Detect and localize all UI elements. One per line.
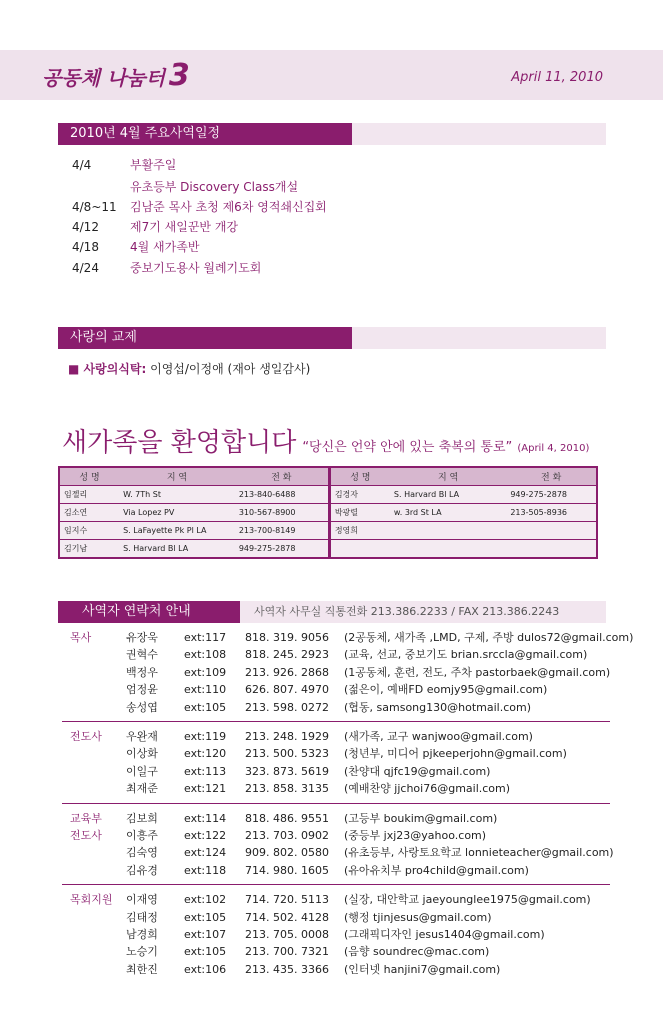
schedule-item bbox=[72, 157, 176, 173]
contact-info: (1공동체, 훈련, 전도, 주차 pastorbaek@gmail.com) bbox=[344, 665, 611, 679]
contact-row bbox=[70, 828, 610, 844]
group-divider bbox=[62, 721, 610, 722]
contact-ext: ext:122 bbox=[184, 829, 227, 842]
love-bar bbox=[58, 327, 606, 349]
contact-info: (예배찬양 jjchoi76@gmail.com) bbox=[344, 782, 511, 796]
welcome-heading bbox=[62, 422, 589, 459]
contact-name: 노승기 bbox=[126, 945, 158, 959]
table-header-row bbox=[59, 467, 597, 486]
group-divider bbox=[62, 884, 610, 885]
contact-row bbox=[70, 746, 610, 762]
contact-phone: 818. 486. 9551 bbox=[245, 811, 329, 825]
contact-name: 남경희 bbox=[126, 928, 158, 941]
contact-row bbox=[70, 665, 610, 681]
contacts-title: 사역자 연락처 안내 bbox=[58, 601, 240, 623]
table-row bbox=[59, 522, 597, 540]
contact-ext: ext:121 bbox=[184, 782, 227, 796]
contact-phone: 626. 807. 4970 bbox=[245, 683, 329, 697]
table-cell bbox=[506, 540, 597, 559]
contact-row bbox=[70, 764, 610, 780]
contact-name: 백정우 bbox=[126, 665, 158, 679]
table-row bbox=[59, 504, 597, 522]
contact-phone: 213. 248. 1929 bbox=[245, 730, 329, 743]
schedule-title: 2010년 4월 주요사역일정 bbox=[58, 123, 352, 145]
contact-phone: 818. 245. 2923 bbox=[245, 648, 329, 662]
schedule-event: 중보기도용사 월례기도회 bbox=[130, 261, 262, 275]
schedule-date: 4/18 bbox=[72, 240, 99, 254]
contact-role: 교육부 bbox=[70, 811, 102, 825]
contact-ext: ext:107 bbox=[184, 928, 227, 941]
contact-phone: 714. 720. 5113 bbox=[245, 893, 329, 907]
contact-ext: ext:113 bbox=[184, 764, 227, 778]
contact-ext: ext:110 bbox=[184, 683, 227, 697]
schedule-bar bbox=[58, 123, 606, 145]
table-cell bbox=[329, 540, 390, 559]
contact-ext: ext:119 bbox=[184, 730, 227, 743]
contact-ext: ext:117 bbox=[184, 631, 227, 644]
contact-row bbox=[70, 682, 610, 698]
table-cell: S. LaFayette Pk Pl LA bbox=[119, 522, 235, 540]
contact-info: (찬양대 qjfc19@gmail.com) bbox=[344, 764, 491, 778]
schedule-event: 유초등부 Discovery Class개설 bbox=[130, 180, 299, 194]
table-cell: 임젤리 bbox=[59, 486, 119, 504]
contact-info: (협동, samsong130@hotmail.com) bbox=[344, 700, 531, 714]
contact-ext: ext:118 bbox=[184, 863, 227, 877]
contact-row bbox=[70, 845, 614, 861]
contact-ext: ext:114 bbox=[184, 811, 227, 825]
contact-phone: 213. 598. 0272 bbox=[245, 700, 329, 714]
contact-row bbox=[70, 863, 610, 879]
table-cell: 213-700-8149 bbox=[235, 522, 330, 540]
contact-role: 전도사 bbox=[70, 730, 102, 743]
table-cell: 박광렬 bbox=[329, 504, 390, 522]
column-header: 지 역 bbox=[390, 467, 506, 486]
contact-info: (인터넷 hanjini7@gmail.com) bbox=[344, 962, 501, 976]
contact-name: 김유경 bbox=[126, 863, 158, 877]
schedule-item bbox=[72, 219, 238, 235]
contact-name: 엄정윤 bbox=[126, 683, 158, 697]
table-cell: 김기남 bbox=[59, 540, 119, 559]
table-cell: 310-567-8900 bbox=[235, 504, 330, 522]
office-phone: 사역자 사무실 직통전화 213.386.2233 / FAX 213.386.2243 bbox=[254, 605, 560, 618]
title-number: 3 bbox=[168, 58, 190, 93]
contact-phone: 213. 926. 2868 bbox=[245, 665, 329, 679]
schedule-item bbox=[72, 179, 298, 195]
contact-row bbox=[70, 910, 610, 926]
table-cell: S. Harvard Bl LA bbox=[119, 540, 235, 559]
contact-ext: ext:102 bbox=[184, 893, 227, 907]
contact-row bbox=[70, 729, 610, 745]
contact-info: (그래픽디자인 jesus1404@gmail.com) bbox=[344, 928, 545, 941]
contact-name: 우완재 bbox=[126, 730, 158, 743]
contact-name: 이재영 bbox=[126, 893, 158, 907]
table-cell: 김소연 bbox=[59, 504, 119, 522]
welcome-title: 새가족을 환영합니다 bbox=[62, 428, 297, 458]
contact-row bbox=[70, 630, 634, 646]
table-cell: 949-275-2878 bbox=[506, 486, 597, 504]
issue-date: April 11, 2010 bbox=[511, 70, 603, 85]
contact-row bbox=[70, 647, 610, 663]
contact-info: (고등부 boukim@gmail.com) bbox=[344, 811, 498, 825]
contact-phone: 909. 802. 0580 bbox=[245, 846, 329, 860]
contact-name: 최한진 bbox=[126, 962, 158, 976]
contact-info: (2공동체, 새가족 ,LMD, 구제, 주방 dulos72@gmail.com) bbox=[344, 631, 634, 644]
contact-name: 이상화 bbox=[126, 747, 158, 761]
contact-ext: ext:120 bbox=[184, 747, 227, 761]
contact-info: (행정 tjinjesus@gmail.com) bbox=[344, 910, 492, 924]
schedule-event: 제7기 새일꾼반 개강 bbox=[130, 220, 239, 234]
contact-phone: 213. 858. 3135 bbox=[245, 782, 329, 796]
contact-ext: ext:109 bbox=[184, 665, 227, 679]
contact-phone: 323. 873. 5619 bbox=[245, 764, 329, 778]
table-cell bbox=[390, 522, 506, 540]
contact-role: 전도사 bbox=[70, 829, 102, 842]
schedule-date: 4/4 bbox=[72, 158, 92, 172]
welcome-quote: “당신은 언약 안에 있는 축복의 통로” bbox=[302, 440, 513, 455]
contact-phone: 213. 700. 7321 bbox=[245, 945, 329, 959]
contact-info: (젊은이, 예배FD eomjy95@gmail.com) bbox=[344, 683, 548, 697]
table-cell: 213-840-6488 bbox=[235, 486, 330, 504]
table-row bbox=[59, 540, 597, 559]
contact-role: 목회지원 bbox=[70, 893, 113, 907]
contact-name: 이흥주 bbox=[126, 829, 158, 842]
contact-name: 송성엽 bbox=[126, 700, 158, 714]
group-divider bbox=[62, 803, 610, 804]
schedule-item bbox=[72, 239, 199, 255]
table-cell: 949-275-2878 bbox=[235, 540, 330, 559]
column-header: 성 명 bbox=[329, 467, 390, 486]
contact-row bbox=[70, 700, 610, 716]
contact-info: (중등부 jxj23@yahoo.com) bbox=[344, 829, 487, 842]
contact-phone: 213. 435. 3366 bbox=[245, 962, 329, 976]
schedule-event: 4월 새가족반 bbox=[130, 240, 200, 254]
contact-info: (교육, 선교, 중보기도 brian.srccla@gmail.com) bbox=[344, 648, 588, 662]
contact-row bbox=[70, 781, 610, 797]
contact-phone: 714. 980. 1605 bbox=[245, 863, 329, 877]
schedule-event: 부활주일 bbox=[130, 158, 177, 172]
contacts-bar bbox=[58, 601, 606, 623]
schedule-date: 4/12 bbox=[72, 220, 99, 234]
contact-ext: ext:105 bbox=[184, 700, 227, 714]
new-family-table bbox=[58, 466, 598, 559]
contact-row bbox=[70, 927, 610, 943]
column-header: 지 역 bbox=[119, 467, 235, 486]
love-line bbox=[68, 360, 310, 377]
table-cell: W. 7Th St bbox=[119, 486, 235, 504]
contact-row bbox=[70, 944, 610, 960]
contact-role: 목사 bbox=[70, 631, 92, 644]
contact-name: 김숙영 bbox=[126, 846, 158, 860]
contact-phone: 213. 703. 0902 bbox=[245, 829, 329, 842]
table-cell bbox=[390, 540, 506, 559]
contact-ext: ext:108 bbox=[184, 648, 227, 662]
page-title bbox=[42, 58, 190, 93]
contact-phone: 818. 319. 9056 bbox=[245, 631, 329, 644]
table-cell: 213-505-8936 bbox=[506, 504, 597, 522]
contact-info: (유아유치부 pro4child@gmail.com) bbox=[344, 863, 529, 877]
contact-name: 유장욱 bbox=[126, 631, 158, 644]
contact-ext: ext:106 bbox=[184, 962, 227, 976]
table-cell: 김경자 bbox=[329, 486, 390, 504]
love-title: 사랑의 교제 bbox=[58, 327, 352, 349]
contact-info: (음향 soundrec@mac.com) bbox=[344, 945, 490, 959]
table-cell: S. Harvard Bl LA bbox=[390, 486, 506, 504]
contact-info: (실장, 대안학교 jaeyounglee1975@gmail.com) bbox=[344, 893, 591, 907]
contact-ext: ext:105 bbox=[184, 910, 227, 924]
title-text: 공동체 나눔터 bbox=[42, 66, 165, 90]
schedule-item bbox=[72, 260, 261, 276]
table-cell bbox=[506, 522, 597, 540]
contact-phone: 714. 502. 4128 bbox=[245, 910, 329, 924]
contact-info: (청년부, 미디어 pjkeeperjohn@gmail.com) bbox=[344, 747, 567, 761]
table-row bbox=[59, 486, 597, 504]
table-cell: w. 3rd St LA bbox=[390, 504, 506, 522]
love-text: 이영섭/이정애 (재아 생일감사) bbox=[150, 362, 311, 376]
contact-row bbox=[70, 892, 610, 908]
contact-phone: 213. 705. 0008 bbox=[245, 928, 329, 941]
contact-name: 최재준 bbox=[126, 782, 158, 796]
contact-row bbox=[70, 962, 610, 978]
column-header: 성 명 bbox=[59, 467, 119, 486]
table-cell: 임지수 bbox=[59, 522, 119, 540]
table-cell: 정영희 bbox=[329, 522, 390, 540]
contact-name: 김태정 bbox=[126, 910, 158, 924]
contact-ext: ext:105 bbox=[184, 945, 227, 959]
column-header: 전 화 bbox=[506, 467, 597, 486]
contact-phone: 213. 500. 5323 bbox=[245, 747, 329, 761]
contact-name: 권혁수 bbox=[126, 648, 158, 662]
schedule-event: 김남준 목사 초청 제6차 영적쇄신집회 bbox=[130, 200, 327, 214]
love-label: ■ 사랑의식탁: bbox=[68, 362, 147, 376]
contact-name: 이일구 bbox=[126, 764, 158, 778]
table-cell: Via Lopez PV bbox=[119, 504, 235, 522]
schedule-item bbox=[72, 199, 327, 215]
contact-info: (새가족, 교구 wanjwoo@gmail.com) bbox=[344, 730, 533, 743]
contact-ext: ext:124 bbox=[184, 846, 227, 860]
schedule-date: 4/24 bbox=[72, 261, 99, 275]
contact-name: 김보희 bbox=[126, 811, 158, 825]
contact-row bbox=[70, 811, 610, 827]
schedule-date: 4/8~11 bbox=[72, 200, 117, 214]
contact-info: (유초등부, 사랑토요학교 lonnieteacher@gmail.com) bbox=[344, 846, 614, 860]
welcome-date: (April 4, 2010) bbox=[517, 443, 590, 454]
column-header: 전 화 bbox=[235, 467, 330, 486]
